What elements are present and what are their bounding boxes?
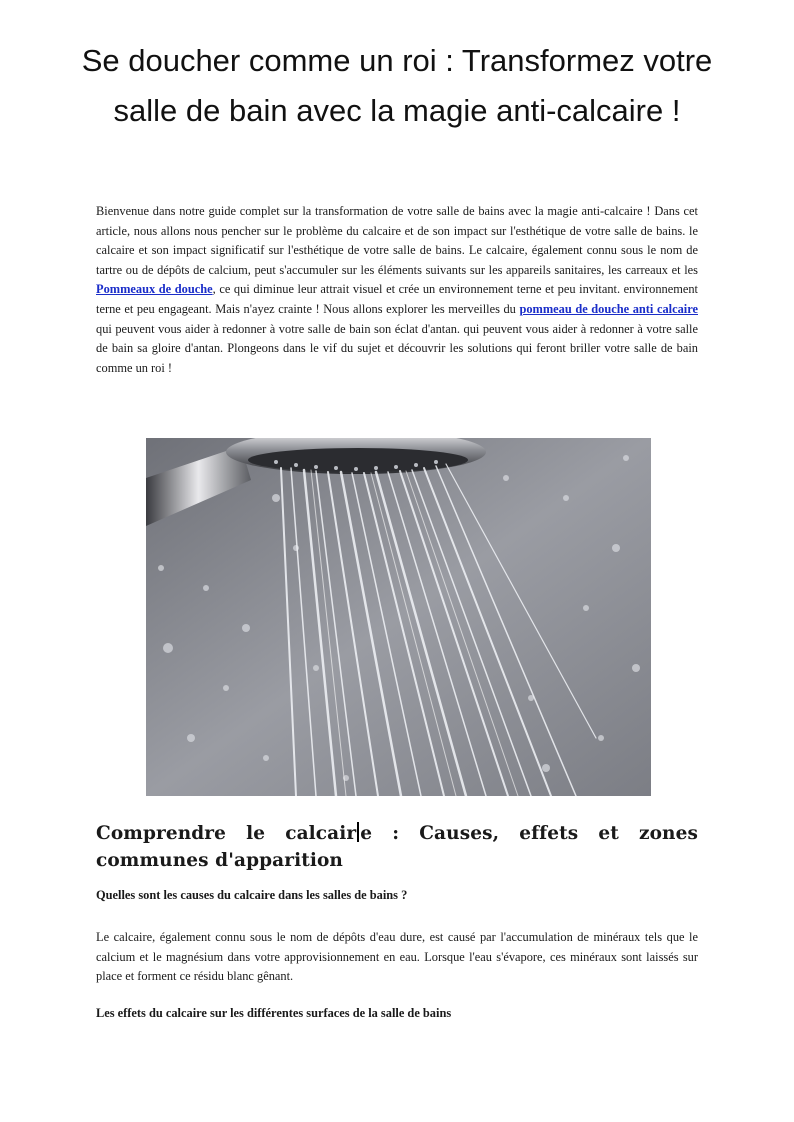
intro-paragraph bbox=[96, 202, 698, 378]
document-page bbox=[81, 0, 713, 1020]
intro-text-1: Bienvenue dans notre guide complet sur la transformation de votre salle de bains avec la magie anti-calcaire ! Dans cet article, nous allons nous pencher sur le problème du calcaire et de son impact sur l'esthétique de votre salle de bains. le calcaire et son impact significatif sur l'esthétique de votre salle de bains. Le calcaire, également connu sous le nom de tartre ou de dépôts de calcium, peut s'accumuler sur les éléments suivants sur les appareils sanitaires, les carreaux et les bbox=[96, 204, 698, 277]
section-heading-text-2: e : Causes, effets et zones communes d'apparition bbox=[96, 823, 698, 871]
page-title: Se doucher comme un roi : Transformez votre salle de bain avec la magie anti-calcaire ! bbox=[81, 43, 713, 128]
text-cursor bbox=[357, 822, 359, 842]
causes-paragraph: Le calcaire, également connu sous le nom de dépôts d'eau dure, est causé par l'accumulation de minéraux tels que le calcium et le magnésium dans votre approvisionnement en eau. Lorsque l'eau s'évapore, ces minéraux sont laissés sur place et forment ce résidu blanc gênant. bbox=[96, 930, 698, 984]
link-pommeaux-de-douche[interactable]: Pommeaux de douche bbox=[96, 282, 213, 297]
subheading-causes: Quelles sont les causes du calcaire dans les salles de bains ? bbox=[96, 888, 408, 902]
section-heading-text-1: Comprendre le calcair bbox=[96, 823, 357, 844]
link-pommeau-anti-calcaire[interactable]: pommeau de douche anti calcaire bbox=[519, 301, 698, 316]
shower-head-photo bbox=[146, 438, 651, 796]
intro-text-2: , ce qui diminue leur attrait visuel et crée un environnement terne et peu invitant. environnement terne et peu engageant. Mais n'ayez crainte ! Nous allons explorer les merveilles du bbox=[96, 282, 698, 316]
subheading-effets: Les effets du calcaire sur les différentes surfaces de la salle de bains bbox=[96, 1006, 452, 1020]
section-heading bbox=[96, 820, 698, 874]
intro-text-3: qui peuvent vous aider à redonner à votre salle de bain son éclat d'antan. qui peuvent vous aider à redonner à votre salle de bain sa gloire d'antan. Plongeons dans le vif du sujet et découvrir les solutions qui feront briller votre salle de bain comme un roi ! bbox=[96, 321, 698, 375]
